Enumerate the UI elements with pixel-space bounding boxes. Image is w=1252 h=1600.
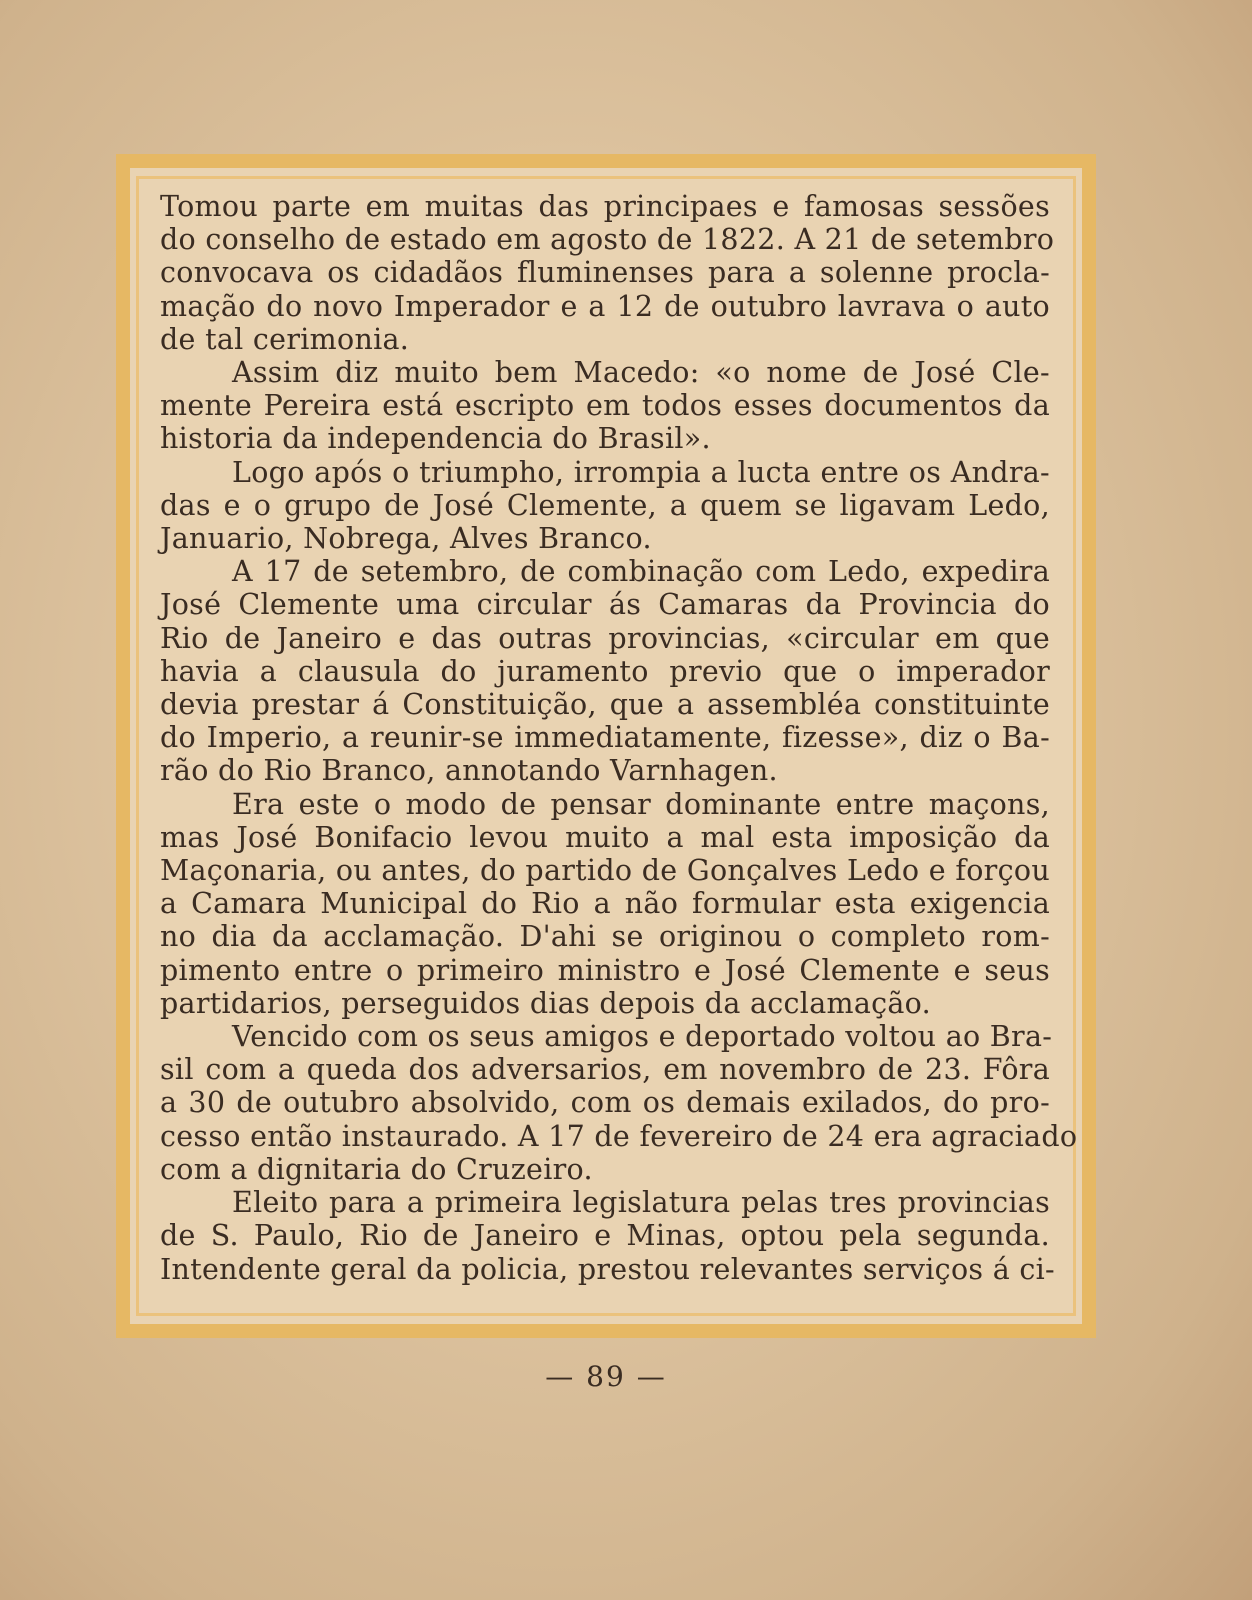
text-line: rão do Rio Branco, annotando Varnhagen. [160,754,778,788]
text-line: Assim diz muito bem Macedo: «o nome de José Cle- [232,356,1050,390]
text-line: devia prestar á Constituição, que a assembléa constituinte [160,688,1050,722]
text-line: Vencido com os seus amigos e deportado voltou ao Bra- [232,1020,1053,1054]
text-line: convocava os cidadãos fluminenses para a solenne procla- [160,256,1050,290]
text-line: das e o grupo de José Clemente, a quem se ligavam Ledo, [160,488,1050,522]
text-line: do Imperio, a reunir-se immediatamente, fizesse», diz o Ba- [160,721,1050,755]
text-line: de tal cerimonia. [160,322,410,356]
text-line: mas José Bonifacio levou muito a mal esta imposição da [160,820,1050,854]
text-line: sil com a queda dos adversarios, em novembro de 23. Fôra [160,1053,1050,1087]
text-line: Maçonaria, ou antes, do partido de Gonçalves Ledo e forçou [160,854,1050,888]
text-line: pimento entre o primeiro ministro e José Clemente e seus [160,953,1050,987]
text-line: José Clemente uma circular ás Camaras da Provincia do [160,588,1050,622]
body-text [160,190,1078,1286]
text-line: mação do novo Imperador e a 12 de outubro lavrava o auto [160,289,1050,323]
text-line: de S. Paulo, Rio de Janeiro e Minas, optou pela segunda. [160,1219,1050,1253]
text-line: a 30 de outubro absolvido, com os demais exilados, do pro- [160,1086,1050,1120]
text-line: Intendente geral da policia, prestou relevantes serviços á ci- [160,1252,1055,1286]
text-line: no dia da acclamação. D'ahi se originou o completo rom- [160,920,1050,954]
text-line: com a dignitaria do Cruzeiro. [160,1152,593,1186]
text-line: Tomou parte em muitas das principaes e famosas sessões [160,190,1050,223]
text-line: Januario, Nobrega, Alves Branco. [160,522,652,556]
text-line: a Camara Municipal do Rio a não formular esta exigencia [160,887,1050,921]
text-line: havia a clausula do juramento previo que o imperador [160,654,1050,688]
text-line: Logo após o triumpho, irrompia a lucta entre os Andra- [232,455,1050,489]
text-line: Rio de Janeiro e das outras provincias, «circular em que [160,621,1050,655]
text-line: Eleito para a primeira legislatura pelas tres provincias [232,1186,1050,1220]
text-line: historia da independencia do Brasil». [160,422,711,456]
text-line: Era este o modo de pensar dominante entre maçons, [232,787,1050,821]
page-number: — 89 — [545,1360,667,1393]
text-line: mente Pereira está escripto em todos esses documentos da [160,389,1050,423]
text-line: cesso então instaurado. A 17 de fevereiro de 24 era agraciado [160,1119,1078,1153]
text-line: partidarios, perseguidos dias depois da acclamação. [160,986,931,1020]
text-line: do conselho de estado em agosto de 1822. A 21 de setembro [160,223,1055,257]
text-line: A 17 de setembro, de combinação com Ledo, expedira [232,555,1050,589]
